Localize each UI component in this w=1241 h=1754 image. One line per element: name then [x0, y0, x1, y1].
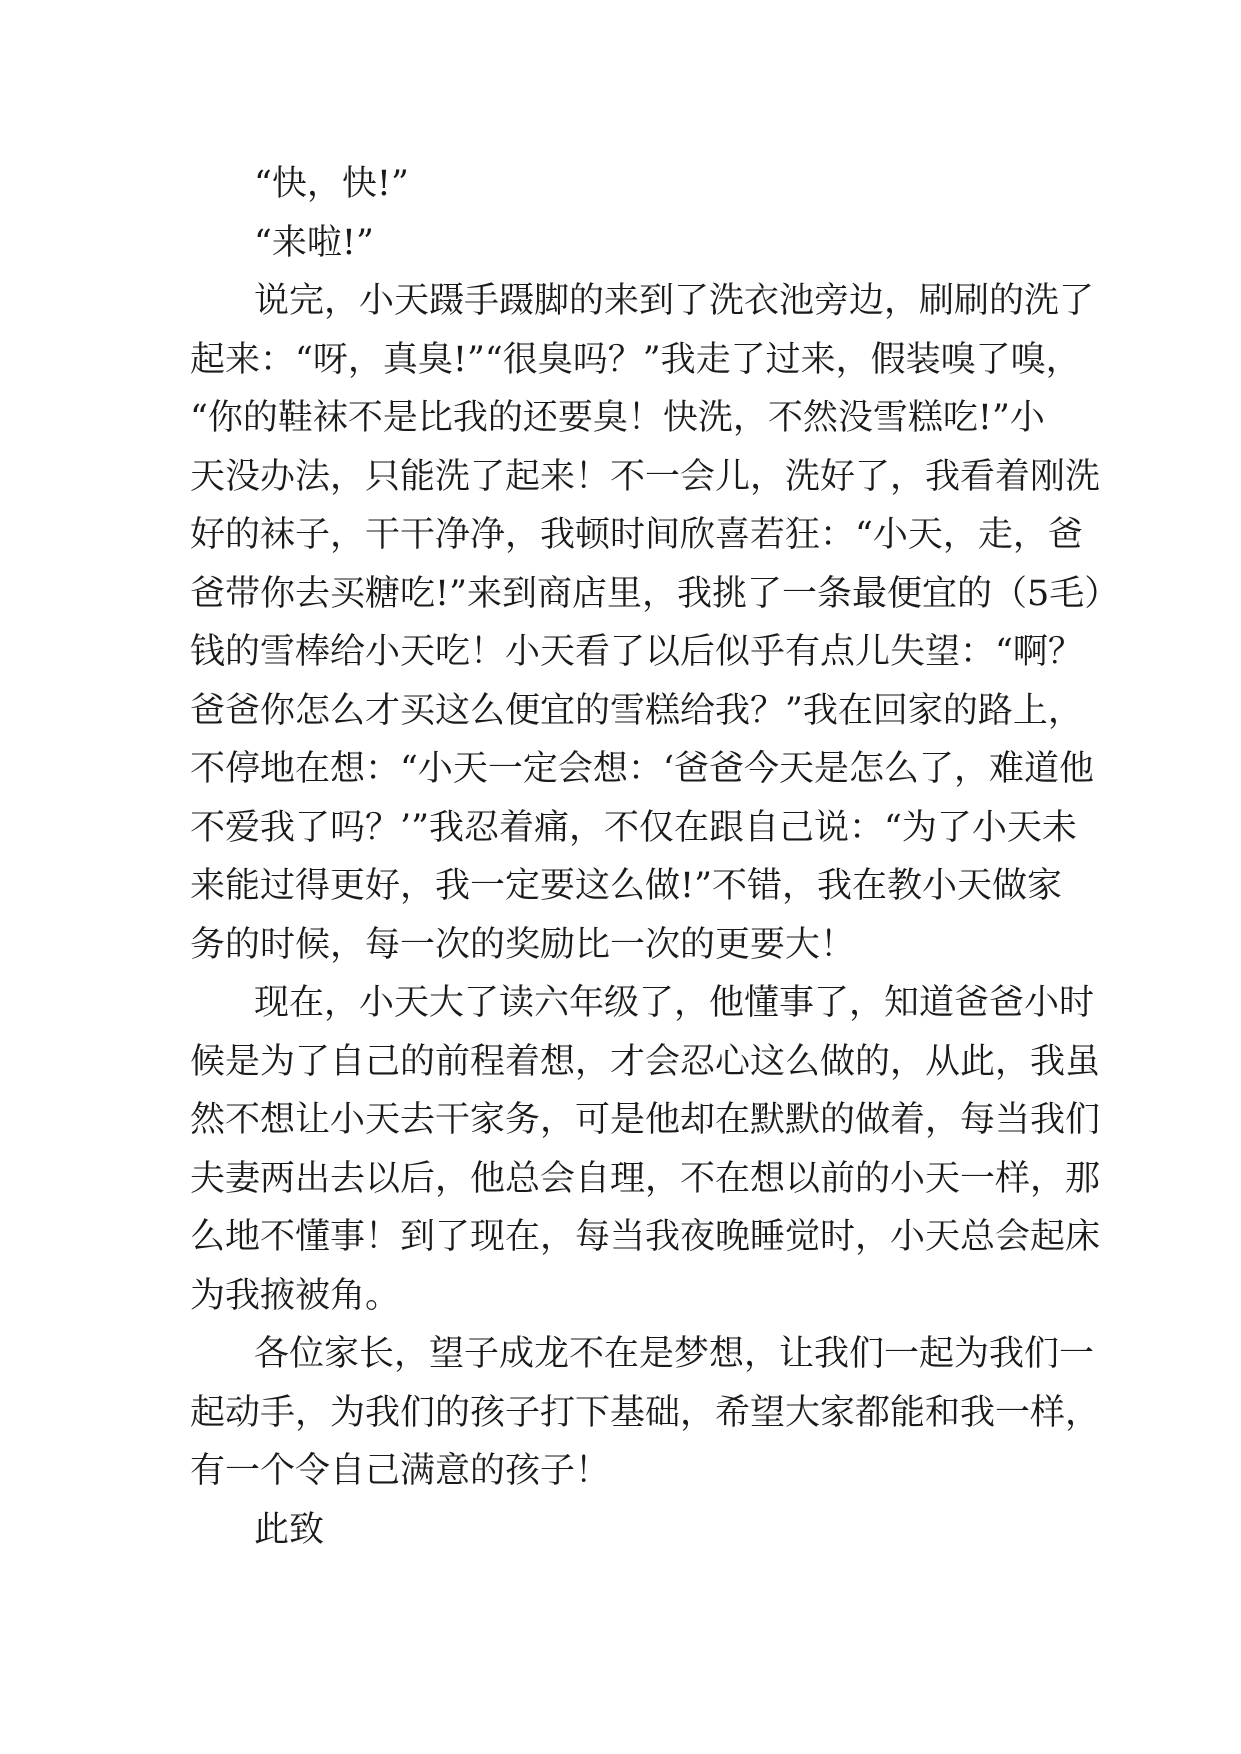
text-line: 务的时候，每一次的奖励比一次的更要大！ — [190, 924, 856, 965]
text-line: 起来：“呀，真臭!”“很臭吗？”我走了过来，假装嗅了嗅， — [190, 339, 1081, 380]
paragraph-start-line: 现在，小天大了读六年级了，他懂事了，知道爸爸小时 — [254, 983, 1095, 1023]
text-line: “快，快!” — [254, 164, 409, 204]
text-line: 候是为了自己的前程着想，才会忍心这么做的，从此，我虽 — [190, 1041, 1101, 1082]
text-line: 然不想让小天去干家务，可是他却在默默的做着，每当我们 — [190, 1100, 1101, 1140]
text-line: 夫妻两出去以后，他总会自理，不在想以前的小天一样，那 — [190, 1158, 1101, 1199]
text-line: 爸带你去买糖吃!”来到商店里，我挑了一条最便宜的（5毛） — [190, 573, 1120, 614]
text-line: 爸爸你怎么才买这么便宜的雪糕给我？”我在回家的路上， — [190, 690, 1083, 731]
paragraph-start-line: 各位家长，望子成龙不在是梦想，让我们一起为我们一 — [254, 1334, 1095, 1374]
paragraph-start-line: 说完，小天蹑手蹑脚的来到了洗衣池旁边，刷刷的洗了 — [254, 281, 1095, 321]
text-line: 不爱我了吗？’”我忍着痛，不仅在跟自己说：“为了小天未 — [190, 807, 1077, 848]
text-line: 不停地在想：“小天一定会想：‘爸爸今天是怎么了，难道他 — [190, 749, 1095, 789]
text-line: 来能过得更好，我一定要这么做!”不错，我在教小天做家 — [190, 866, 1062, 906]
body-text — [190, 155, 1120, 1559]
text-line: 有一个令自己满意的孩子！ — [190, 1451, 611, 1491]
text-line: “来啦!” — [254, 222, 374, 263]
text-line: 天没办法，只能洗了起来！不一会儿，洗好了，我看着刚洗 — [190, 456, 1101, 497]
closing-line: 此致 — [254, 1509, 325, 1550]
text-line: 钱的雪棒给小天吃！小天看了以后似乎有点儿失望：“啊？ — [190, 632, 1083, 672]
text-line: “你的鞋袜不是比我的还要臭！快洗，不然没雪糕吃!”小 — [190, 398, 1045, 438]
text-line: 起动手，为我们的孩子打下基础，希望大家都能和我一样， — [190, 1392, 1101, 1433]
text-line: 好的袜子，干干净净，我顿时间欣喜若狂：“小天，走，爸 — [190, 515, 1083, 555]
text-line: 为我掖被角。 — [190, 1275, 401, 1316]
text-line: 么地不懂事！到了现在，每当我夜晚睡觉时，小天总会起床 — [190, 1217, 1101, 1257]
